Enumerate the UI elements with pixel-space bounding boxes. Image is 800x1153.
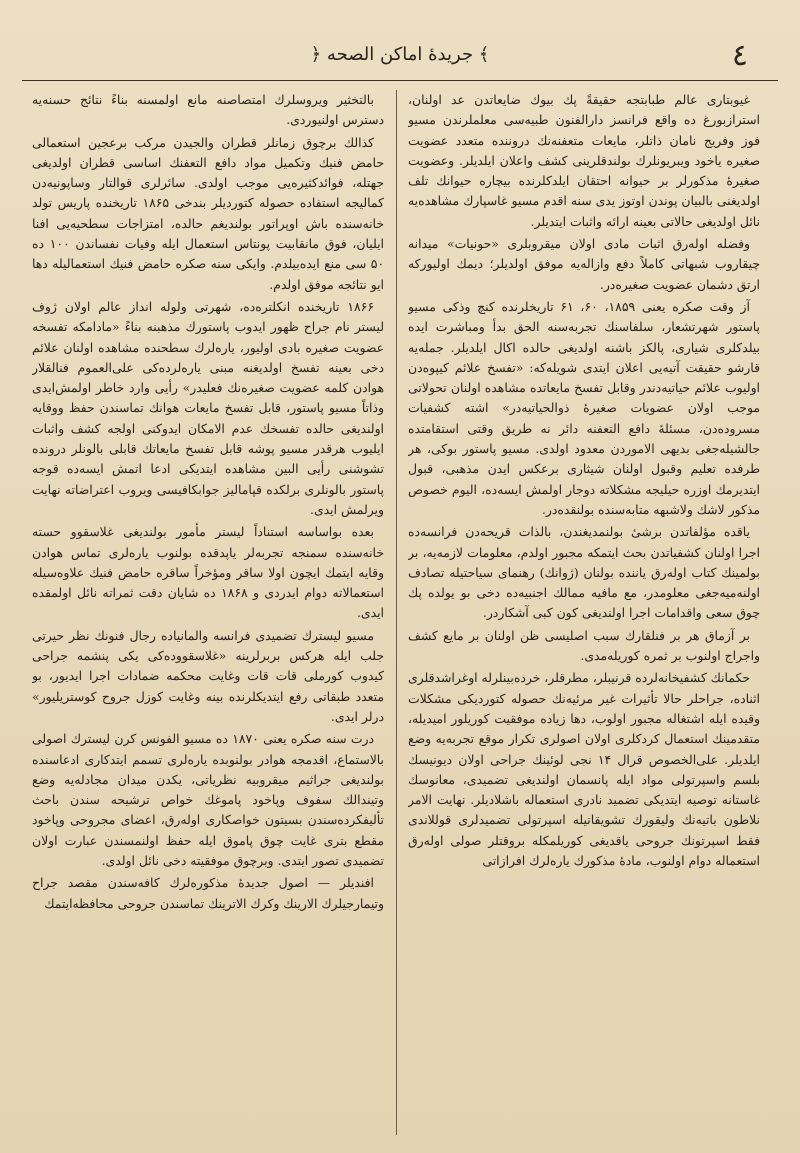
paragraph: مسیو لیسترك تضمیدی فرانسه والمانیاده رجال فنونك نظر حیرتی جلب ایله هركس بربرلرینه «غلاسقووده‌كی یكی پنشمه جراحی كیدوب كورملی قات قات وغایت محکمه ضمادات اجرا ایدیور، بو متعدد طبقاتی رفع ایتدیكلرنده بینه وغایت كوزل جروح كوستریلیور» درلر ایدی.: [32, 627, 384, 724]
paragraph: كذالك برچوق زمانلر قطران والجیدن مركب برعجین استعمالی حامض فنیك وتكمیل مواد دافع التعفنك اساسی قطران اولدیغی جهتله، فوائدكثیره‌یی موجب اولدی. سائرلری قوالتار وساپونیه‌دن كمالیجه استفاده حصوله كتوردیلر بندخی ۱۸۶۵ تاریخنده پاریس تولد خانه‌سنده باش اوپراتور بولندیغم حالده، امتزاجات سطحیه‌یی افنا ایلیان، فوق مانقابیت پونتاس استعمال ایله وفیات نفساندن ۱۰۰ ده ۵۰ سی منع ایده‌بیلدم. وایكی سنه صكره حامض فنیك استعمالیله دها ایو نتائجه موفق اولدم.: [32, 134, 384, 292]
paragraph: غیوبتاری عالم طبابتجه حقیقةً پك بیوك ضایعاتدن عد اولنان، استرازبورغ ده واقع فرانسز دارالفنون طبیه‌سی معلملرندن مسیو فوز وفریج نامان ذاتلر، مایعات متعفنه‌نك دروننده متعدد عضویت صغیره یاخود ویبریونلرك بولندقلرینی كشف واعلان ایلدیلر. وعضویت صغیرهٔ مذكورلر بر حیوانه احتقان ایلدكلرنده بیچاره حیوانك تلف اولدیغنی بالبیان پوندن اوتوز یدی سنه اقدم مسیو غاسپارك مشاهده‌یه نائل اولدیغی حالاتی بعینه ارائه واثبات ایتدیلر.: [408, 92, 760, 229]
paragraph: بالتخثیر ویروسلرك امتصاصنه مانع اولمسنه بناءً نتائج حسنه‌یه دسترس اولنیوردی.: [32, 92, 384, 128]
page-number: ٤: [731, 38, 748, 73]
paragraph: درت سنه صكره یعنی ۱۸۷۰ ده مسیو الفونس كرن لیسترك اصولی بالاستماع، اقدمجه هوادر بولنوبده یاره‌لری تسمم ایتدكاری ادعاسنده بولندیغی جراثیم میقروبیه نظریاتی، یكدن میدان مجادله‌یه وضع وتیندالك سفوف وپاخود پاموغك خواص ترشیحه سندن باحث تألیفكرده‌سندن بسیتون خواصكاری اوله‌رق، اعضای مجروحی وپاخود مقطع بتری غایت چوق پاموق ایله حفظ اولنمسندن عبارت اولان تضمیدی تصور ایتدی. وبرچوق موفقیته دخی نائل اولدی.: [32, 731, 384, 868]
header-rule: [22, 80, 778, 81]
paragraph: آز وقت صكره یعنی ۱۸۵۹، ۶۰، ۶۱ تاریخلرنده كنچ وذكی مسیو پاستور شهرتشعار، سلفاسنك تجربه‌سنه الحق بدأ ومباشرت ایده بیلدكلری شیاری، پالكز باشنه اولدیغی حالده اكال ایلدیلر. جمله‌یه قارشو حقیقت آتیه‌یی اعلان ایتدی شویله‌كه: «تفسخ علائم كیپوه‌دن اولیوب علائم حیاتیه‌دندر وقابل تفسخ مایعاتده مشاهده اولنان تحولاتی موجب اولان عضویات صغیرهٔ ذوالحیاتیه‌در» اشته كشفیات مسروده‌دن، مسئلهٔ دافع التعفنه دائر نه طریق وقتی استقامتده جالشیله‌جغی بدیهی الامور‌دن معدود اولدی. مسیو پاستور بوكی، هر طرفده تعلیم وقبول اولنان شیثاری برعكس ایدن مذهبی، قبول ایتدیرمك اوزره حیلیجه مشكلاته دوجار اولمش ایسه‌ده، الیوم خصوص مذكور لاشك ولاشبهه متابه‌سنده بولنقده‌در.: [408, 298, 760, 517]
paragraph: وفضله اوله‌رق اثبات مادی اولان میقروبلری «حونیات» میدانه چیقاروب شبهاتی كاملاً دفع وازاله‌یه موفق اولدیلر؛ دیمك اولیورکه ارتق دشمان عضویت صغیره‌در.: [408, 236, 760, 292]
left-column: [32, 90, 384, 1135]
paragraph: حكمانك كشفیخانه‌لرده قرنیبلر، مطرقلر، خرده‌بینلرله اوغراشدقلری اثناده، جراحلر حالا تأثیرات غیر مرئیه‌نك حصوله كتوردیكی مشكلات وقیده ایله اشتغاله مجبور اولوب، دها زیاده موفقیت كوریلور امیدیله، متقدمینك استعمال كردكلری اولان اصولری تكرار موقع تجربه‌یه وضع ایلدیلر. علی‌الخصوص قرال ۱۴ نجی لوئینك جراحی اولان دیونیسك بلسم واسپرتولی مواد ایله پانسمان اولندیغی تضمیدی، معانوسك غاستانه توصیه ایتدیكی تضمید نادری استعماله باشلادیلر. نهایت الامر نلاطون باتیه‌نك ولیقورك تشویقاتیله اسپرتولی تضمیدلری قوللاندی فقط اسپرتونك جروحی یاقدیغی كوریلمكله بروقتلر صولی اوله‌رق استعماله دوام اولنوب، مادهٔ مذكورك یاره‌لرك افرازاتی: [408, 670, 760, 868]
column-divider: [396, 90, 397, 1135]
page-title: ﴿ جريدهٔ اماكن الصحه ﴾: [310, 44, 490, 65]
right-column: [408, 90, 760, 1135]
page-header: [30, 38, 770, 78]
paragraph: بر آزماق هر بر فنلقارك سبب اصلیسی ظن اولنان بر مایع كشف واجراج اولنوب بر ثمره كوریله‌مدی.: [408, 627, 760, 664]
paragraph: یاقده مؤلفاتدن برشیٔ بولنمدیغندن، بالذات قریحه‌دن فرانسه‌ده اجرا اولنان كشفیاتدن بحث ایتمكه مجبور اولدم، معلومات لازمه‌یه، بر بولمینك كتاب اوله‌رق یاننده بولنان (ژوانك) رهنمای سیاحتیله تصادف اولنه‌میه‌جغی معلومدر، مع مافیه ممالك اجنبیه‌ده دخی بو یولده پك چوق سعی واقدامات اجرا اولندیغی كون كبی آشكاردر.: [408, 524, 760, 621]
paragraph: بعده بواساسه استناداً لیستر مأمور بولندیغی غلاسقوو حسته خانه‌سنده سمنجه تجربه‌لر یاپدقده بولنوب یاره‌لری تماس هوادن وقایه ایتمك ایچون اولا ساقر ومؤخراً ساقره حامض فنیك علاوه‌سیله استعمالاته دوام ایدردی و ۱۸۶۸ ده شایان دقت ثمراته نائل اولمقده ایدی.: [32, 524, 384, 621]
paragraph: ۱۸۶۶ تاریخنده انكلتره‌ده، شهرتی ولوله انداز عالم اولان ژوف لیستر نام جراح ظهور ایدوب پاستورك مذهبنه بناءً «مادامكه تفسخه عضویت صغیره بادی اولیور، یاره‌لرك سطحنده مشاهده اولنان علائم دخی بعینه تفسخ اولدیغنه مبنی یاره‌لرده‌كی علی‌العموم فنالقلار هوادن كلمه عضویت صغیره‌نك فعلیدر» رأیی وارد خاطر اولمش‌ایدی وذاتاً مسیو پاستور، قابل تفسخ مایعات هوانك تماسندن حفظ ووقایه اولندیغی حالده تفسخك عدم الامكان ایدوكنی اولجه كشف واثبات ایلیوب هرقدر مسیو پوشه قابل تفسخ مایعاتك قابلی بالونلر درونده تشوشنی رأیی البین مشاهده ایتدیكی ادعا اتمش ایسه‌ده قوجه پاستور بالونلری برلكده قپامالیز جوابكافیسی ویروب اعتراضاته نهایت ویرلمش ایدی.: [32, 298, 384, 517]
paragraph: افندیلر — اصول جدیدهٔ مذكوره‌لرك كافه‌سندن مقصد جراح وتیمارجیلرك الارینك وكرك الاترینك تماسندن جروحی محافظه‌ایتمك: [32, 875, 384, 911]
